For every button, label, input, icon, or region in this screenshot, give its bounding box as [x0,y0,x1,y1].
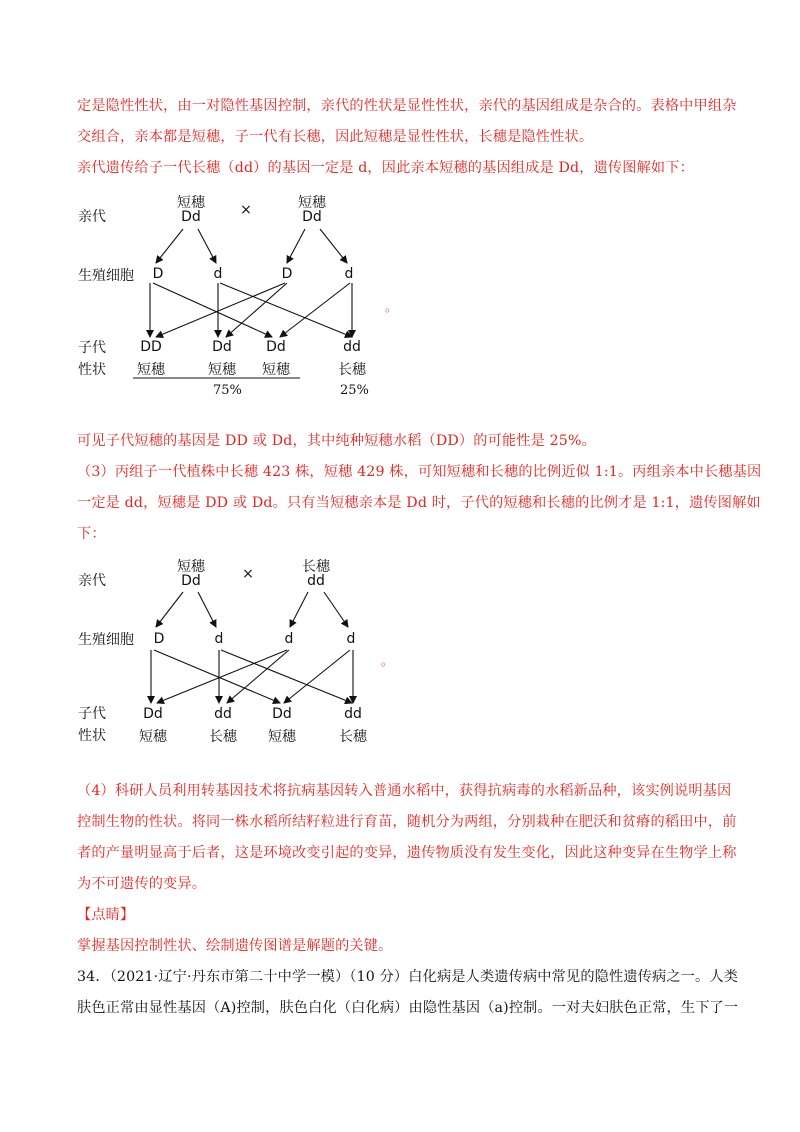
question-34-line: 34．（2021·辽宁·丹东市第二十中学一模）（10 分）白化病是人类遗传病中常见的隐性遗传病之一。人类 [77,969,739,985]
gamete: D [281,266,293,282]
gamete: d [213,266,223,282]
answer-text-line: 定是隐性性状，由一对隐性基因控制，亲代的性状是显性性状，亲代的基因组成是杂合的。表格中甲组杂 [77,98,737,114]
answer-text-line: 控制生物的性状。将同一株水稻所结籽粒进行育苗，随机分为两组，分别栽种在肥沃和贫瘠的稻田中，前 [77,814,737,830]
child-trait: 短穗 [262,362,290,378]
child-trait: 短穗 [139,729,167,745]
child-genotype: dd [344,706,362,722]
answer-text-line: 交组合，亲本都是短穗，子一代有长穗，因此短穗是显性性状，长穗是隐性性状。 [77,129,594,145]
child-genotype: Dd [143,706,163,722]
parent-right-genotype: Dd [302,209,322,225]
child-genotype: Dd [266,339,286,355]
child-genotype: dd [343,339,361,355]
child-trait: 长穗 [338,362,366,378]
period-mark: 。 [385,300,398,314]
question-34-line: 肤色正常由显性基因（A)控制，肤色白化（白化病）由隐性基因（a)控制。一对夫妇肤色正常，生下了一 [77,1000,739,1016]
parent-left-trait: 短穗 [177,195,205,211]
row-label-child: 子代 [78,706,106,722]
gamete: D [153,631,165,647]
cross-symbol: × [242,566,254,582]
parent-right-trait: 短穗 [298,195,326,211]
row-label-parent: 亲代 [78,209,106,225]
child-trait: 长穗 [339,729,367,745]
answer-text-line: 一定是 dd，短穗是 DD 或 Dd。只有当短穗亲本是 Dd 时，子代的短穗和长穗的比例才是 1:1，遗传图解如 [77,495,761,511]
dianjing-heading: 【点睛】 [77,907,135,923]
answer-text-line: （3）丙组子一代植株中长穗 423 株，短穗 429 株，可知短穗和长穗的比例近似 1:1。丙组亲本中长穗基因 [77,464,762,480]
answer-text-line: 下： [77,526,106,542]
child-trait: 短穗 [208,362,236,378]
child-trait: 短穗 [137,362,165,378]
parent-right-trait: 长穗 [302,559,330,575]
parent-left-genotype: Dd [181,209,201,225]
parent-right-genotype: dd [307,573,325,589]
child-genotype: dd [214,706,232,722]
answer-text-line: （4）科研人员利用转基因技术将抗病基因转入普通水稻中，获得抗病毒的水稻新品种，该实例说明基因 [77,783,732,799]
dianjing-text: 掌握基因控制性状、绘制遗传图谱是解题的关键。 [77,938,393,954]
period-mark: 。 [381,654,394,668]
row-label-gamete: 生殖细胞 [78,268,134,284]
parent-left-trait: 短穗 [177,559,205,575]
ratio-short: 75% [213,383,242,398]
row-label-trait: 性状 [78,362,106,378]
ratio-long: 25% [340,383,369,398]
cross-symbol: × [240,202,252,218]
answer-text-line: 为不可遗传的变异。 [77,876,207,892]
child-genotype: Dd [212,339,232,355]
row-label-trait: 性状 [78,728,106,744]
gamete: d [344,266,354,282]
gamete: D [152,266,164,282]
child-trait: 短穗 [268,729,296,745]
gamete: d [346,631,356,647]
parent-left-genotype: Dd [181,573,201,589]
row-label-gamete: 生殖细胞 [78,632,134,648]
gamete: d [284,631,294,647]
child-genotype: Dd [272,706,292,722]
gamete: d [214,631,224,647]
answer-text-line: 亲代遗传给子一代长穗（dd）的基因一定是 d，因此亲本短穗的基因组成是 Dd，遗传图解如下： [77,160,694,176]
row-label-parent: 亲代 [78,573,106,589]
row-label-child: 子代 [78,340,106,356]
answer-text-line: 可见子代短穗的基因是 DD 或 Dd，其中纯种短穗水稻（DD）的可能性是 25%。 [77,433,596,449]
answer-text-line: 者的产量明显高于后者，这是环境改变引起的变异，遗传物质没有发生变化，因此这种变异在生物学上称 [77,845,737,861]
child-genotype: DD [140,339,162,355]
child-trait: 长穗 [209,729,237,745]
